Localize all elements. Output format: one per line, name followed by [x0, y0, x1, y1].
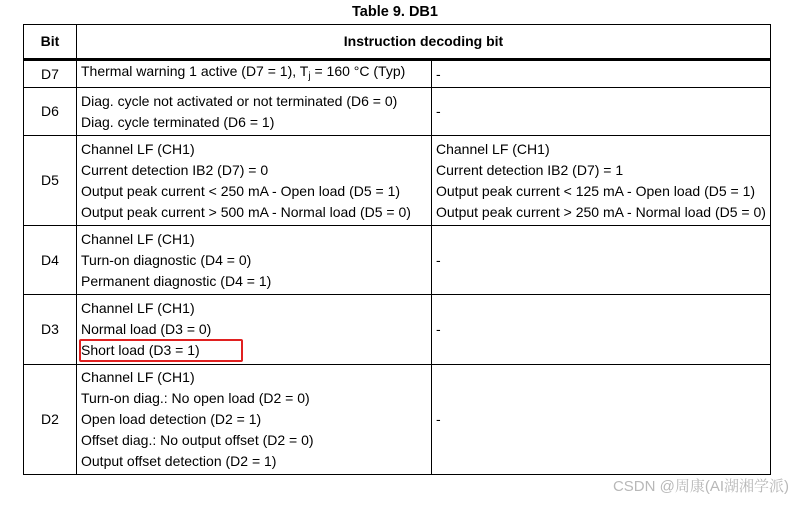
cell-line: Output peak current > 250 mA - Normal load (D5 = 0) [436, 203, 766, 220]
bit-cell: D2 [24, 365, 77, 475]
cell-line: Turn-on diagnostic (D4 = 0) [81, 251, 252, 268]
cell-line: - [436, 103, 441, 119]
bit-cell: D5 [24, 136, 77, 226]
cell-line: Channel LF (CH1) [81, 369, 195, 385]
cell-line: - [436, 321, 441, 337]
description-cell [77, 365, 432, 475]
cell-line: Output peak current < 125 mA - Open load (D5 = 1) [436, 182, 756, 199]
cell-line: Diag. cycle not activated or not terminated (D6 = 0) [81, 92, 398, 109]
description-cell [432, 365, 771, 475]
cell-line: Turn-on diag.: No open load (D2 = 0) [81, 390, 310, 406]
cell-line: Current detection IB2 (D7) = 1 [436, 161, 624, 178]
cell-line-highlighted: Short load (D3 = 1) [81, 342, 200, 358]
description-cell [432, 60, 771, 88]
table-row-d7 [24, 60, 771, 88]
cell-line: - [436, 411, 441, 427]
description-cell [432, 295, 771, 365]
watermark: CSDN @周康(AI湖湘学派) [612, 478, 789, 495]
cell-line: Permanent diagnostic (D4 = 1) [81, 272, 272, 289]
bit-cell: D4 [24, 226, 77, 295]
description-cell [77, 88, 432, 136]
table-row-d2 [24, 365, 771, 475]
table-row-d4 [24, 226, 771, 295]
bit-cell: D7 [24, 60, 77, 88]
cell-line: - [436, 251, 441, 268]
cell-line: Channel LF (CH1) [81, 140, 195, 157]
cell-line: Channel LF (CH1) [436, 140, 550, 157]
db1-table [23, 24, 771, 475]
cell-line: Offset diag.: No output offset (D2 = 0) [81, 432, 314, 448]
cell-line: Normal load (D3 = 0) [81, 321, 212, 337]
cell-line: Output offset detection (D2 = 1) [81, 453, 277, 469]
table-row-d6 [24, 88, 771, 136]
cell-line: Thermal warning 1 active (D7 = 1), $T_j = 160$ °C (Typ) [81, 63, 406, 82]
table-header-row [24, 25, 771, 60]
highlight-box [79, 339, 243, 362]
cell-line: Open load detection (D2 = 1) [81, 411, 262, 427]
header-instruction: Instruction decoding bit [77, 25, 771, 60]
bit-cell: D6 [24, 88, 77, 136]
cell-line: Diag. cycle terminated (D6 = 1) [81, 113, 275, 130]
bit-cell: D3 [24, 295, 77, 365]
cell-line: Output peak current < 250 mA - Open load (D5 = 1) [81, 182, 401, 199]
description-cell [77, 136, 432, 226]
description-cell [432, 88, 771, 136]
cell-line: - [436, 65, 441, 82]
description-cell [432, 136, 771, 226]
table-caption: Table 9. DB1 [352, 4, 438, 20]
cell-line: Output peak current > 500 mA - Normal load (D5 = 0) [81, 203, 411, 220]
cell-line: Channel LF (CH1) [81, 300, 195, 316]
header-bit: Bit [24, 25, 77, 60]
description-cell [432, 226, 771, 295]
cell-line: Current detection IB2 (D7) = 0 [81, 161, 269, 178]
table-row-d5 [24, 136, 771, 226]
cell-line: Channel LF (CH1) [81, 230, 195, 247]
description-cell [77, 60, 432, 88]
description-cell [77, 226, 432, 295]
